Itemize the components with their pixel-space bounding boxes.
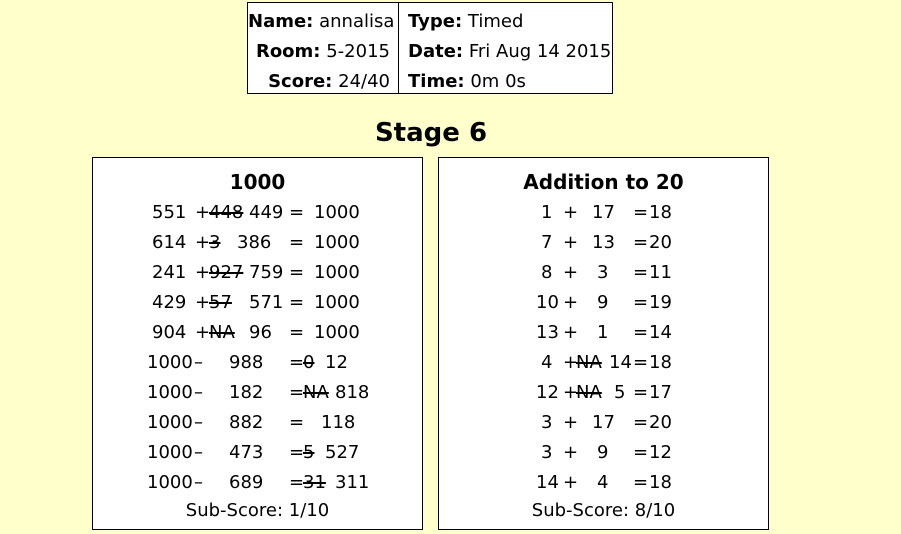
equation-list <box>439 198 768 498</box>
equation-row <box>93 318 422 348</box>
result: 17 <box>649 382 672 403</box>
operator: + <box>563 322 579 343</box>
wrong-answer: NA <box>576 352 602 373</box>
equation-row <box>93 258 422 288</box>
name-label: Name: <box>248 11 314 32</box>
equation-row <box>93 408 422 438</box>
correct-answer: 13 <box>592 232 615 253</box>
operator: + <box>563 412 579 433</box>
operand-b: 473 <box>229 442 264 463</box>
correct-answer: 386 <box>237 232 272 253</box>
info-right-column <box>399 3 612 93</box>
equation-row <box>439 288 768 318</box>
correct-answer: 17 <box>592 412 615 433</box>
equation-row <box>93 438 422 468</box>
time-label: Time: <box>408 71 465 92</box>
stage-title: Stage 6 <box>374 118 488 148</box>
equation-row <box>439 318 768 348</box>
result: 20 <box>649 232 672 253</box>
operator: – <box>194 352 203 373</box>
operand-a: 1 <box>541 202 553 223</box>
equation-row <box>439 228 768 258</box>
wrong-answer: NA <box>576 382 602 403</box>
equals-sign: = <box>633 232 649 253</box>
equation-row <box>439 408 768 438</box>
result: 1000 <box>314 322 360 343</box>
operator: – <box>194 412 203 433</box>
operand-b: 988 <box>229 352 264 373</box>
operator: – <box>194 442 203 463</box>
equals-sign: = <box>633 352 649 373</box>
room-value: 5-2015 <box>326 41 390 62</box>
operand-a: 10 <box>536 292 559 313</box>
correct-answer: 12 <box>325 352 348 373</box>
time-value: 0m 0s <box>470 71 526 92</box>
operand-a: 1000 <box>147 382 193 403</box>
date-row <box>408 37 612 67</box>
equals-sign: = <box>633 202 649 223</box>
operand-a: 429 <box>152 292 187 313</box>
sub-score: Sub-Score: 8/10 <box>531 500 676 521</box>
equals-sign: = <box>289 472 305 493</box>
name-value: annalisa <box>319 11 395 32</box>
type-value: Timed <box>467 11 524 32</box>
operator: + <box>195 232 211 253</box>
correct-answer: 9 <box>597 442 609 463</box>
equals-sign: = <box>289 232 305 253</box>
operand-b: 182 <box>229 382 264 403</box>
correct-answer: 3 <box>597 262 609 283</box>
wrong-answer: 5 <box>303 442 315 463</box>
equation-row <box>93 288 422 318</box>
room-row <box>248 37 390 67</box>
equals-sign: = <box>633 382 649 403</box>
equation-row <box>93 228 422 258</box>
sub-score: Sub-Score: 1/10 <box>185 500 330 521</box>
equals-sign: = <box>289 292 305 313</box>
equals-sign: = <box>289 412 305 433</box>
result-info-box <box>247 2 613 94</box>
operand-a: 14 <box>536 472 559 493</box>
operand-a: 8 <box>541 262 553 283</box>
wrong-answer: 57 <box>209 292 232 313</box>
equals-sign: = <box>633 262 649 283</box>
wrong-answer: 3 <box>209 232 221 253</box>
equals-sign: = <box>289 202 305 223</box>
equation-row <box>439 438 768 468</box>
equation-row <box>93 348 422 378</box>
panel-1000 <box>92 157 423 530</box>
result: 18 <box>649 472 672 493</box>
panel-addition-to-20 <box>438 157 769 530</box>
equation-row <box>93 468 422 498</box>
equals-sign: = <box>289 352 305 373</box>
equals-sign: = <box>289 442 305 463</box>
panel-title: Addition to 20 <box>523 170 684 194</box>
correct-answer: 759 <box>249 262 284 283</box>
operator: + <box>195 292 211 313</box>
result: 1000 <box>314 202 360 223</box>
operator: + <box>195 322 211 343</box>
operator: + <box>195 262 211 283</box>
result: 18 <box>649 352 672 373</box>
operator: + <box>563 202 579 223</box>
operand-a: 551 <box>152 202 187 223</box>
operator: – <box>194 472 203 493</box>
correct-answer: 14 <box>609 352 632 373</box>
correct-answer: 96 <box>249 322 272 343</box>
correct-answer: 5 <box>614 382 626 403</box>
date-label: Date: <box>408 41 464 62</box>
result: 1000 <box>314 232 360 253</box>
operand-a: 241 <box>152 262 187 283</box>
wrong-answer: 0 <box>303 352 315 373</box>
correct-answer: 118 <box>321 412 356 433</box>
wrong-answer: 927 <box>209 262 244 283</box>
type-label: Type: <box>408 11 463 32</box>
operator: + <box>563 262 579 283</box>
correct-answer: 527 <box>325 442 360 463</box>
score-row <box>248 67 390 97</box>
operand-a: 13 <box>536 322 559 343</box>
room-label: Room: <box>255 41 321 62</box>
wrong-answer: 31 <box>303 472 326 493</box>
correct-answer: 818 <box>335 382 370 403</box>
wrong-answer: NA <box>209 322 235 343</box>
equation-list <box>93 198 422 498</box>
equals-sign: = <box>289 262 305 283</box>
correct-answer: 311 <box>335 472 370 493</box>
equals-sign: = <box>633 412 649 433</box>
info-left-column <box>248 3 399 93</box>
result: 1000 <box>314 262 360 283</box>
equals-sign: = <box>289 382 305 403</box>
correct-answer: 9 <box>597 292 609 313</box>
operand-a: 3 <box>541 442 553 463</box>
equation-row <box>93 378 422 408</box>
correct-answer: 17 <box>592 202 615 223</box>
operand-a: 1000 <box>147 472 193 493</box>
equation-row <box>93 198 422 228</box>
operand-a: 7 <box>541 232 553 253</box>
equation-row <box>439 198 768 228</box>
operand-a: 1000 <box>147 442 193 463</box>
operator: + <box>563 352 579 373</box>
operator: + <box>563 232 579 253</box>
result: 14 <box>649 322 672 343</box>
correct-answer: 571 <box>249 292 284 313</box>
operand-b: 689 <box>229 472 264 493</box>
operator: + <box>563 382 579 403</box>
result: 18 <box>649 202 672 223</box>
operand-a: 4 <box>541 352 553 373</box>
equals-sign: = <box>289 322 305 343</box>
correct-answer: 449 <box>249 202 284 223</box>
score-value: 24/40 <box>338 71 390 92</box>
equals-sign: = <box>633 472 649 493</box>
equals-sign: = <box>633 442 649 463</box>
operand-a: 1000 <box>147 412 193 433</box>
equation-row <box>439 468 768 498</box>
result: 20 <box>649 412 672 433</box>
result: 11 <box>649 262 672 283</box>
time-row <box>408 67 612 97</box>
correct-answer: 1 <box>597 322 609 343</box>
date-value: Fri Aug 14 2015 <box>468 41 612 62</box>
wrong-answer: 448 <box>209 202 244 223</box>
equals-sign: = <box>633 322 649 343</box>
operator: + <box>195 202 211 223</box>
correct-answer: 4 <box>597 472 609 493</box>
operand-b: 882 <box>229 412 264 433</box>
equals-sign: = <box>633 292 649 313</box>
result: 1000 <box>314 292 360 313</box>
result: 19 <box>649 292 672 313</box>
name-row <box>248 7 395 37</box>
equation-row <box>439 348 768 378</box>
result: 12 <box>649 442 672 463</box>
panel-title: 1000 <box>229 170 286 194</box>
operand-a: 614 <box>152 232 187 253</box>
operand-a: 904 <box>152 322 187 343</box>
operand-a: 12 <box>536 382 559 403</box>
operator: – <box>194 382 203 403</box>
equation-row <box>439 258 768 288</box>
operator: + <box>563 292 579 313</box>
operator: + <box>563 442 579 463</box>
operand-a: 1000 <box>147 352 193 373</box>
wrong-answer: NA <box>303 382 329 403</box>
type-row <box>408 7 612 37</box>
operand-a: 3 <box>541 412 553 433</box>
equation-row <box>439 378 768 408</box>
score-label: Score: <box>268 71 333 92</box>
operator: + <box>563 472 579 493</box>
